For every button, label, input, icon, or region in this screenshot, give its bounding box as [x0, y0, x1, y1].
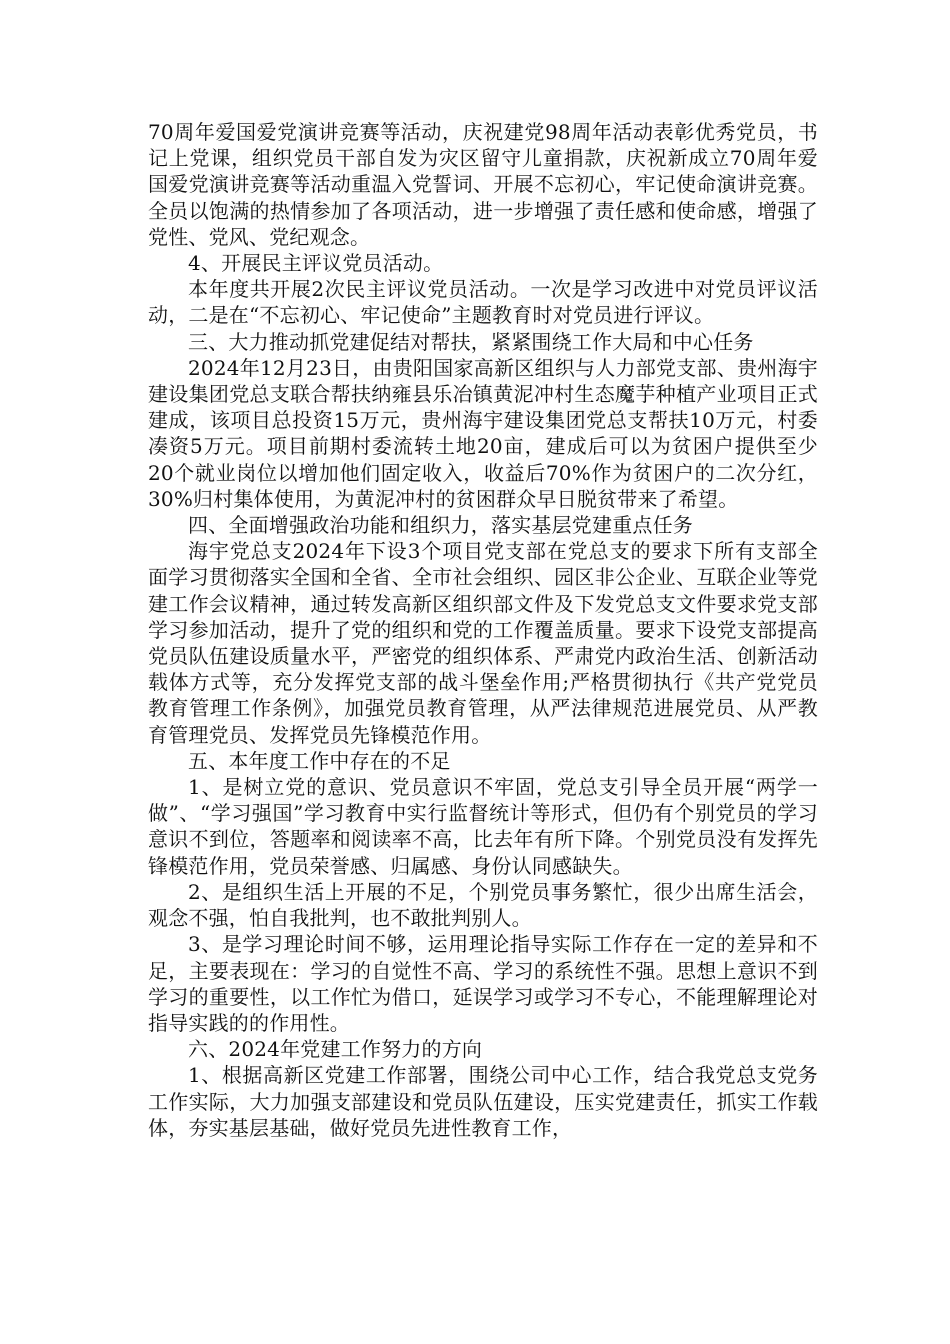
document-body: [148, 119, 818, 1141]
section-heading-4: 四、全面增强政治功能和组织力，落实基层党建重点任务: [188, 513, 693, 538]
paragraph-9: 1、是树立党的意识、党员意识不牢固，党总支引导全员开展“两学一做”、“学习强国”学习教育中实行监督统计等形式，但仍有个别党员的学习意识不到位，答题率和阅读率不高，比去年有所下降。个别党员没有发挥先锋模范作用，党员荣誉感、归属感、身份认同感缺失。: [148, 775, 818, 878]
section-heading-6: 六、2024年党建工作努力的方向: [188, 1037, 483, 1062]
paragraph-3: 本年度共开展2次民主评议党员活动。一次是学习改进中对党员评议活动，二是在“不忘初心、牢记使命”主题教育时对党员进行评议。: [148, 277, 818, 328]
section-heading-5: 五、本年度工作中存在的不足: [188, 748, 451, 773]
paragraph-13: 1、根据高新区党建工作部署，围绕公司中心工作，结合我党总支党务工作实际，大力加强支部建设和党员队伍建设，压实党建责任，抓实工作载体，夯实基层基础，做好党员先进性教育工作，: [148, 1063, 818, 1140]
paragraph-5: 2024年12月23日，由贵阳国家高新区组织与人力部党支部、贵州海宇建设集团党总支联合帮扶纳雍县乐冶镇黄泥冲村生态魔芋种植产业项目正式建成，该项目总投资15万元，贵州海宇建设集团党总支帮扶10万元，村委凑资5万元。项目前期村委流转土地20亩，建成后可以为贫困户提供至少20个就业岗位以增加他们固定收入，收益后70%作为贫困户的二次分红，30%归村集体使用，为黄泥冲村的贫困群众早日脱贫带来了希望。: [148, 355, 818, 511]
paragraph-2: 4、开展民主评议党员活动。: [188, 251, 444, 276]
paragraph-1: 70周年爱国爱党演讲竞赛等活动，庆祝建党98周年活动表彰优秀党员，书记上党课，组织党员干部自发为灾区留守儿童捐款，庆祝新成立70周年爱国爱党演讲竞赛等活动重温入党誓词、开展不忘初心，牢记使命演讲竞赛。全员以饱满的热情参加了各项活动，进一步增强了责任感和使命感，增强了党性、党风、党纪观念。: [148, 120, 818, 249]
paragraph-11: 3、是学习理论时间不够，运用理论指导实际工作存在一定的差异和不足，主要表现在：学习的自觉性不高、学习的系统性不强。思想上意识不到学习的重要性，以工作忙为借口，延误学习或学习不专心，不能理解理论对指导实践的的作用性。: [148, 932, 818, 1035]
section-heading-3: 三、大力推动抓党建促结对帮扶，紧紧围绕工作大局和中心任务: [188, 329, 754, 354]
paragraph-10: 2、是组织生活上开展的不足，个别党员事务繁忙，很少出席生活会，观念不强，怕自我批判，也不敢批判别人。: [148, 879, 818, 931]
paragraph-7: 海宇党总支2024年下设3个项目党支部在党总支的要求下所有支部全面学习贯彻落实全国和全省、全市社会组织、园区非公企业、互联企业等党建工作会议精神，通过转发高新区组织部文件及下发党总支文件要求党支部学习参加活动，提升了党的组织和党的工作覆盖质量。要求下设党支部提高党员队伍建设质量水平，严密党的组织体系、严肃党内政治生活、创新活动载体方式等，充分发挥党支部的战斗堡垒作用;严格贯彻执行《共产党党员教育管理工作条例》，加强党员教育管理，从严法律规范进展党员、从严教育管理党员、发挥党员先锋模范作用。: [148, 539, 818, 747]
